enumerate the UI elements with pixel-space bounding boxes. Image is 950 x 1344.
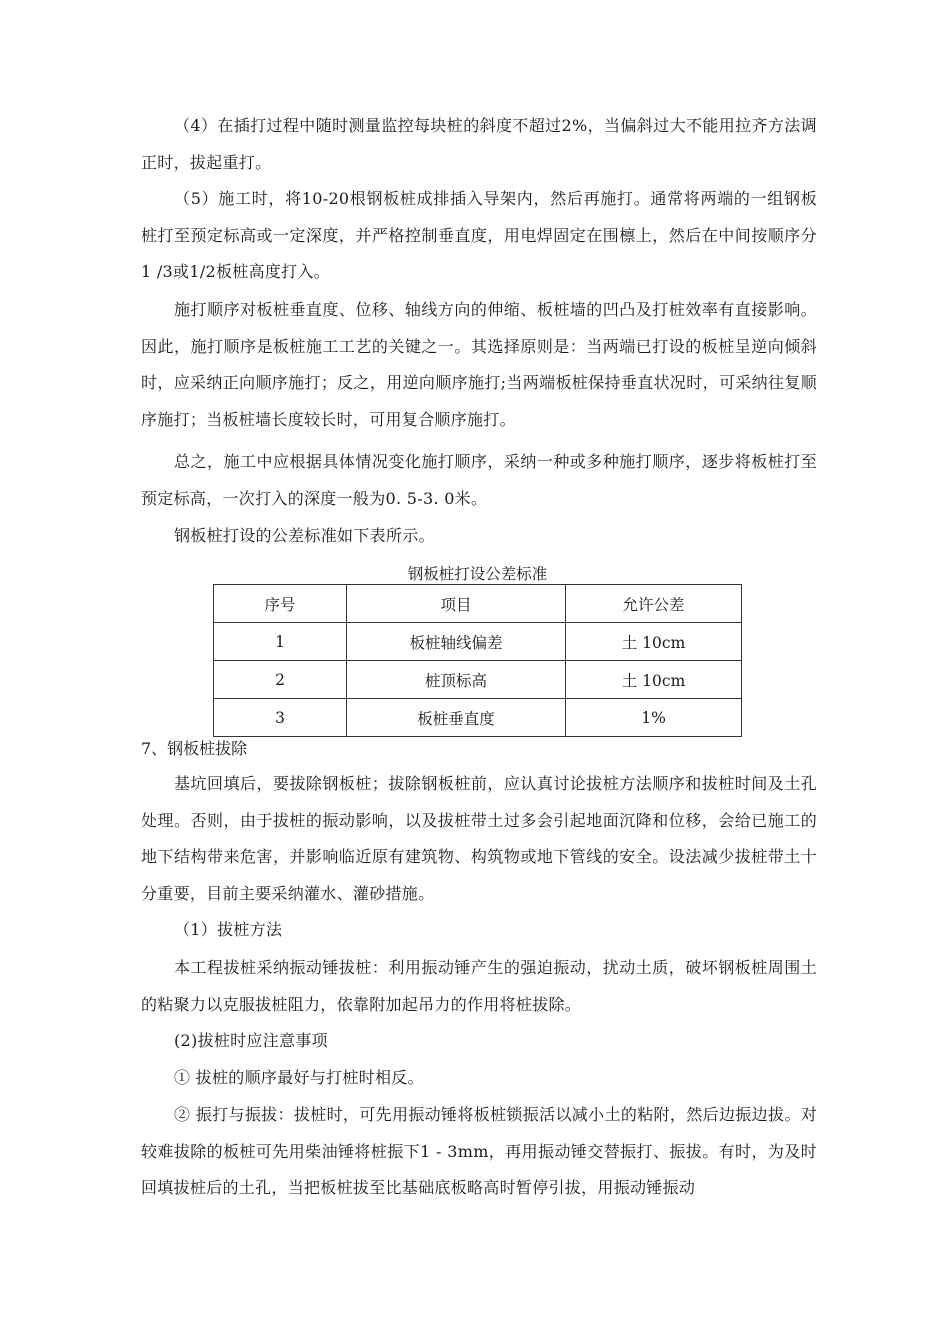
table-cell: 板桩垂直度 (347, 699, 566, 737)
paragraph-removal-intro: 基坑回填后，要拔除钢板桩；拔除钢板桩前，应认真讨论拔桩方法顺序和拔桩时间及土孔处理。否则，由于拔桩的振动影响，以及拔桩带土过多会引起地面沉降和位移，会给已施工的地下结构带来危害，并影响临近原有建筑物、构筑物或地下管线的安全。设法减少拔桩带土十分重要，目前主要采纳灌水、灌砂措施。 (141, 774, 817, 903)
table-cell: 桩顶标高 (347, 661, 566, 699)
table-header-row (214, 585, 742, 623)
table-cell: 板桩轴线偏差 (347, 623, 566, 661)
table-caption: 钢板桩打设公差标准 (407, 565, 548, 583)
paragraph-summary: 总之，施工中应根据具体情况变化施打顺序，采纳一种或多种施打顺序，逐步将板桩打至预定标高，一次打入的深度一般为0. 5-3. 0米。 (141, 452, 817, 508)
table-row (214, 623, 742, 661)
paragraph-note-2: ② 振打与振拔：拔桩时，可先用振动锤将板桩锁振活以减小土的粘附，然后边振边拔。对较难拔除的板桩可先用柴油锤将桩振下1 - 3mm，再用振动锤交替振打、振拔。有时，为及时回填拔桩后的土孔，当把板桩拔至比基础底板略高时暂停引拔，用振动锤振动 (141, 1105, 817, 1197)
tolerance-table (213, 584, 742, 737)
paragraph-removal-method: 本工程拔桩采纳振动锤拔桩：利用振动锤产生的强迫振动，扰动土质，破坏钢板桩周围土的粘聚力以克服拔桩阻力，依靠附加起吊力的作用将桩拔除。 (141, 958, 817, 1014)
table-row (214, 661, 742, 699)
table-header-cell: 允许公差 (566, 585, 742, 623)
table-row (214, 699, 742, 737)
table-cell: 2 (214, 661, 347, 699)
paragraph-item-4: （4）在插打过程中随时测量监控每块桩的斜度不超过2%，当偏斜过大不能用拉齐方法调正时，拔起重打。 (141, 116, 817, 172)
table-cell: 3 (214, 699, 347, 737)
table-cell: 土 10cm (566, 623, 742, 661)
table-header-cell: 项目 (347, 585, 566, 623)
table-cell: 1 (214, 623, 347, 661)
paragraph-driving-order: 施打顺序对板桩垂直度、位移、轴线方向的伸缩、板桩墙的凹凸及打桩效率有直接影响。因此，施打顺序是板桩施工工艺的关键之一。其选择原则是：当两端已打设的板桩呈逆向倾斜时，应采纳正向顺序施打；反之，用逆向顺序施打;当两端板桩保持垂直状况时，可采纳往复顺序施打；当板桩墙长度较长时，可用复合顺序施打。 (141, 300, 817, 429)
paragraph-table-intro: 钢板桩打设的公差标准如下表所示。 (174, 526, 435, 545)
subheading-notes: (2)拔桩时应注意事项 (174, 1031, 328, 1050)
table-cell: 土 10cm (566, 661, 742, 699)
paragraph-item-5: （5）施工时，将10-20根钢板桩成排插入导架内，然后再施打。通常将两端的一组钢板桩打至预定标高或一定深度，并严格控制垂直度，用电焊固定在围檩上，然后在中间按顺序分1 /3或1/2板桩高度打入。 (141, 189, 817, 281)
section-heading: 7、钢板桩拔除 (141, 739, 248, 758)
table-cell: 1% (566, 699, 742, 737)
subheading-removal-method: （1）拔桩方法 (174, 920, 283, 939)
paragraph-note-1: ① 拔桩的顺序最好与打桩时相反。 (174, 1068, 424, 1087)
table-header-cell: 序号 (214, 585, 347, 623)
